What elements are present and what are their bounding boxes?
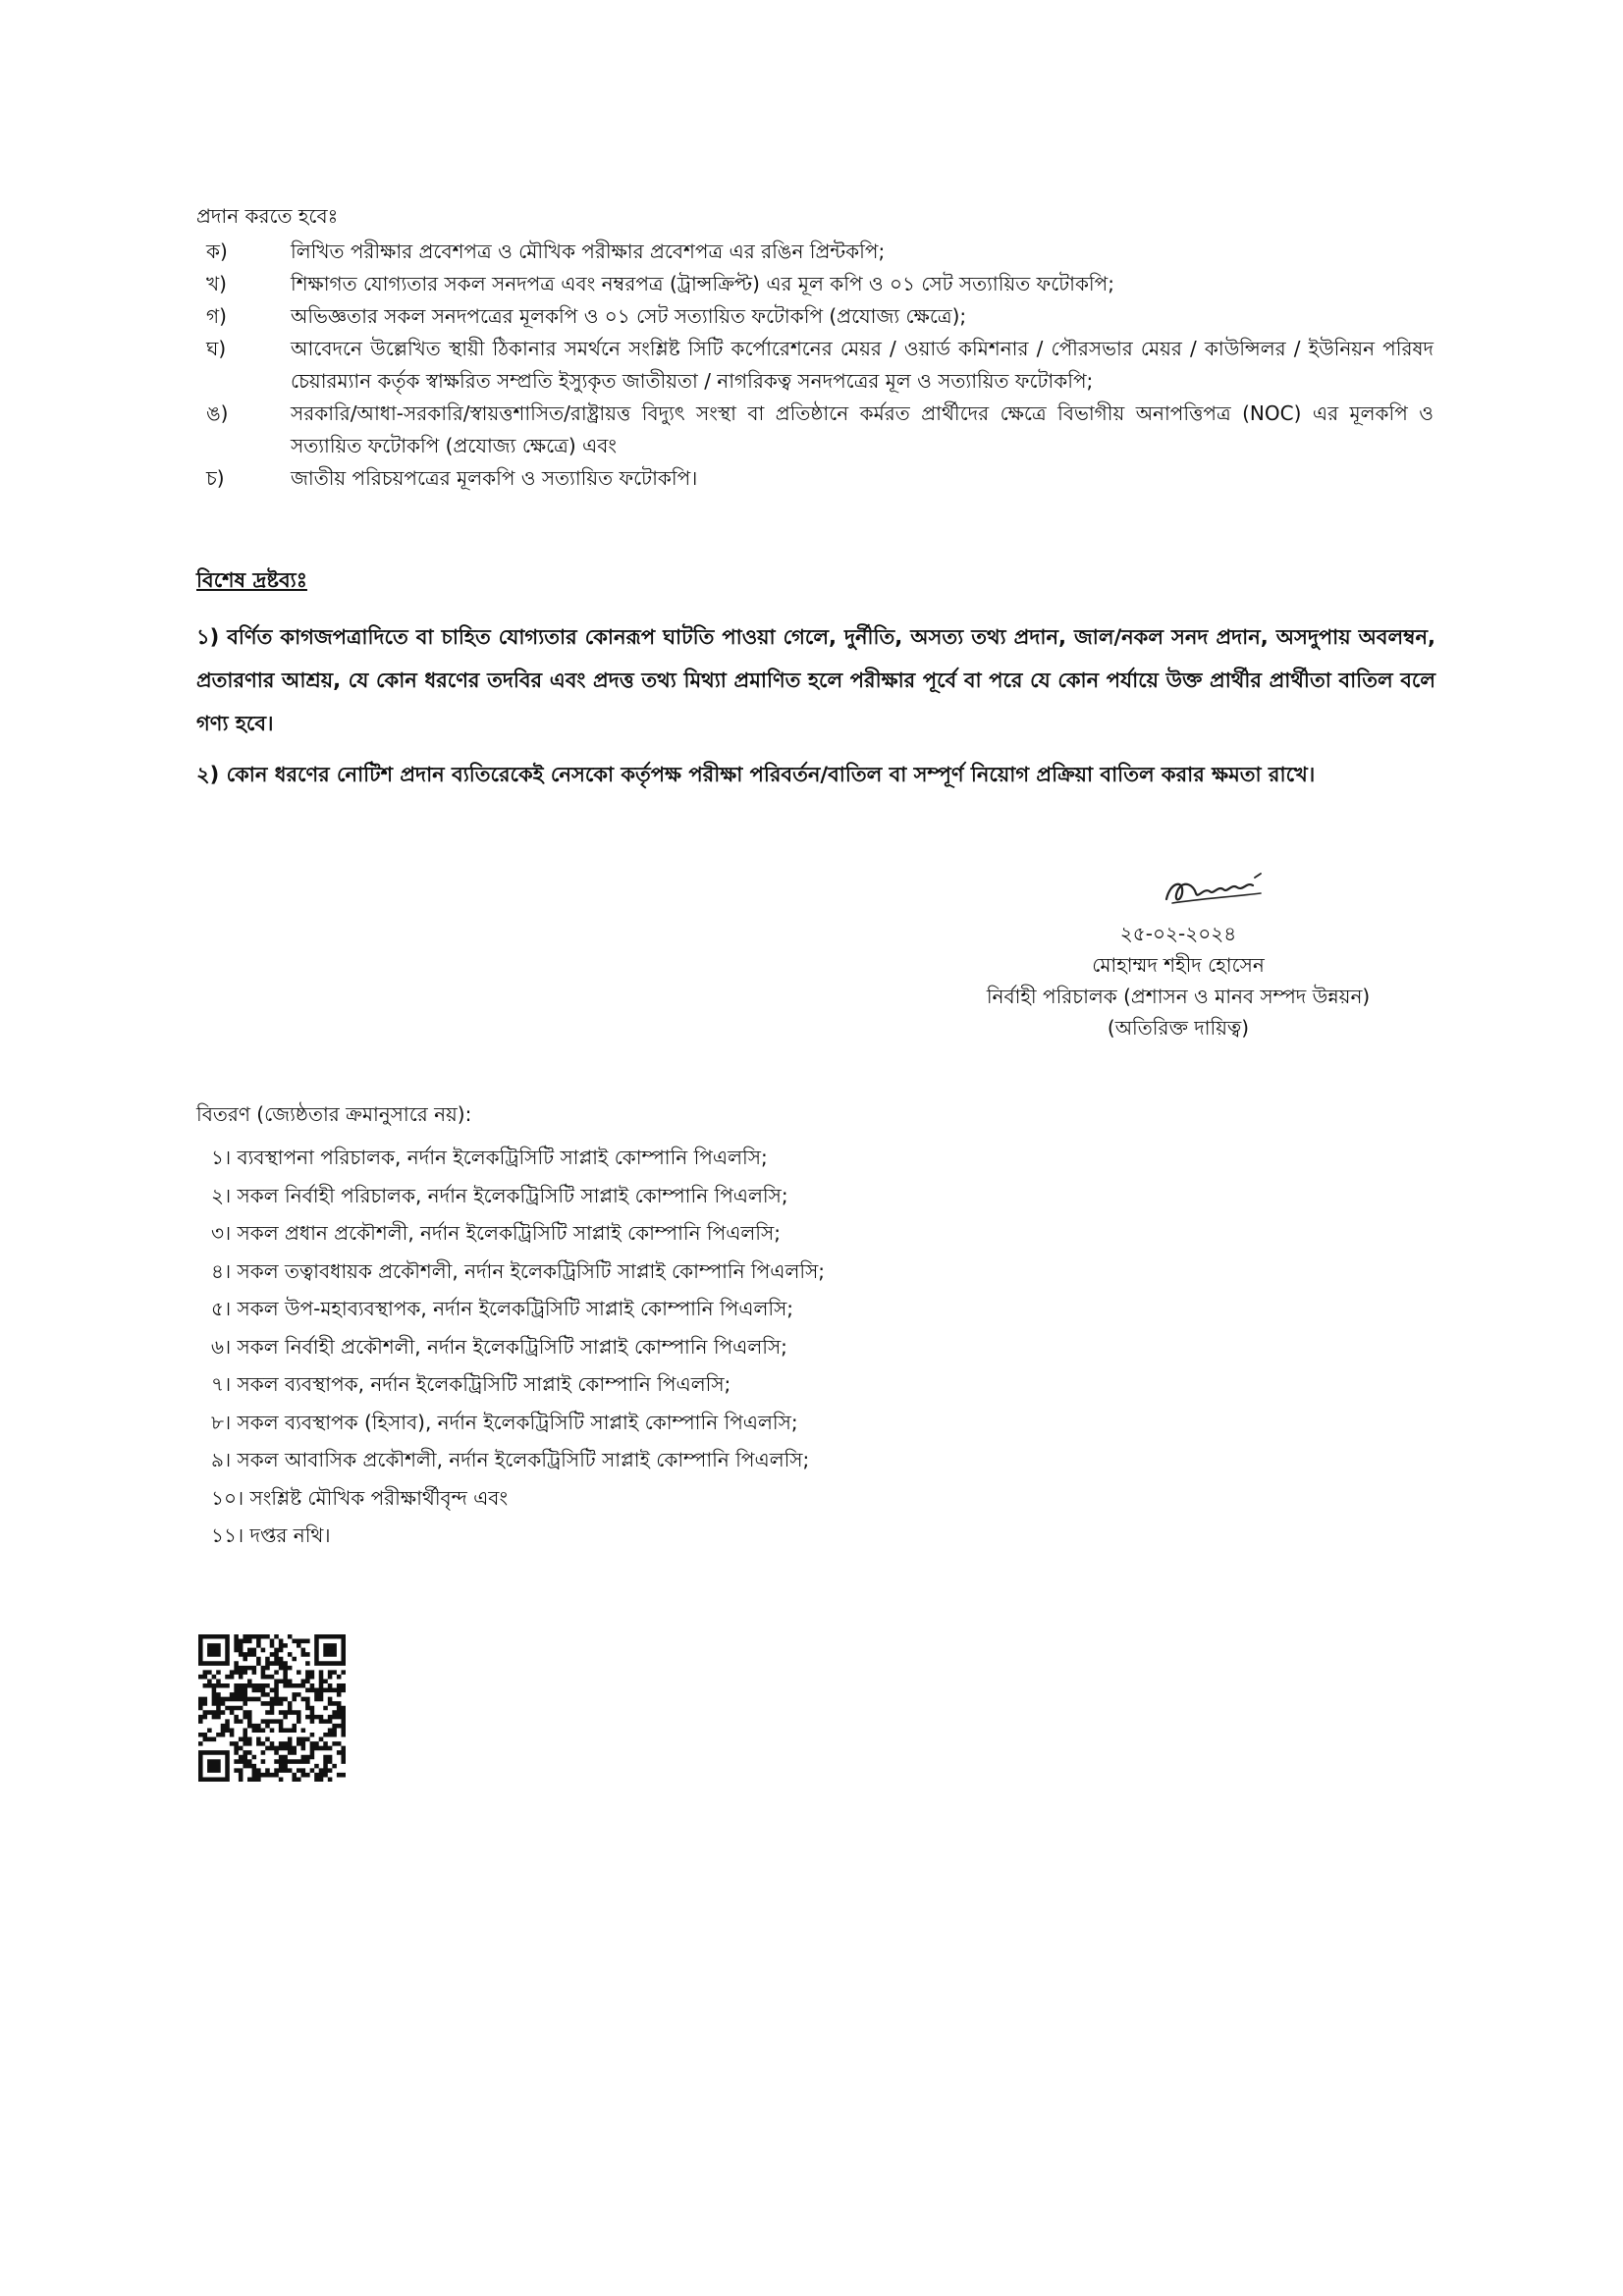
signatory-charge: (অতিরিক্ত দায়িত্ব) — [1107, 1016, 1250, 1040]
list-item: ৭। সকল ব্যবস্থাপক, নর্দান ইলেকট্রিসিটি সাপ্লাই কোম্পানি পিএলসি; — [211, 1372, 731, 1396]
signatory-name: মোহাম্মদ শহীদ হোসেন — [1092, 953, 1265, 977]
list-item-text: সরকারি/আধা-সরকারি/স্বায়ত্তশাসিত/রাষ্ট্রায়ত্ত বিদ্যুৎ সংস্থা বা প্রতিষ্ঠানে কর্মরত প্রার্থীদের ক্ষেত্রে বিভাগীয় অনাপত্তিপত্র (NOC) এর মূলকপি ও সত্যায়িত ফটোকপি (প্রযোজ্য ক্ষেত্রে) এবং — [291, 401, 1434, 457]
list-item-text: শিক্ষাগত যোগ্যতার সকল সনদপত্র এবং নম্বরপত্র (ট্রান্সক্রিপ্ট) এর মূল কপি ও ০১ সেট সত্যায়িত ফটোকপি; — [291, 272, 1114, 295]
signature-image — [1159, 864, 1276, 913]
list-item: ৬। সকল নির্বাহী প্রকৌশলী, নর্দান ইলেকট্রিসিটি সাপ্লাই কোম্পানি পিএলসি; — [211, 1334, 787, 1359]
list-item: ১০। সংশ্লিষ্ট মৌখিক পরীক্ষার্থীবৃন্দ এবং — [211, 1485, 509, 1510]
list-marker: ক) — [206, 240, 228, 263]
qr-code — [198, 1634, 346, 1782]
list-item — [206, 268, 1434, 300]
list-item: ৮। সকল ব্যবস্থাপক (হিসাব), নর্দান ইলেকট্রিসিটি সাপ্লাই কোম্পানি পিএলসি; — [211, 1410, 798, 1434]
distribution-heading: বিতরণ (জ্যেষ্ঠতার ক্রমানুসারে নয়): — [196, 1102, 472, 1126]
list-item: ৩। সকল প্রধান প্রকৌশলী, নর্দান ইলেকট্রিসিটি সাপ্লাই কোম্পানি পিএলসি; — [211, 1221, 781, 1245]
notes-heading: বিশেষ দ্রষ্টব্যঃ — [196, 568, 307, 592]
list-marker: চ) — [206, 466, 225, 490]
requirements-list — [206, 236, 1434, 495]
list-marker: খ) — [206, 272, 227, 295]
signatory-block — [972, 918, 1384, 1043]
list-item — [206, 300, 1434, 333]
special-note-2: ২) কোন ধরণের নোটিশ প্রদান ব্যতিরেকেই নেসকো কর্তৃপক্ষ পরীক্ষা পরিবর্তন/বাতিল বা সম্পূর্ণ নিয়োগ প্রক্রিয়া বাতিল করার ক্ষমতা রাখে। — [196, 763, 1316, 786]
list-item: ২। সকল নির্বাহী পরিচালক, নর্দান ইলেকট্রিসিটি সাপ্লাই কোম্পানি পিএলসি; — [211, 1183, 788, 1207]
list-item: ৪। সকল তত্বাবধায়ক প্রকৌশলী, নর্দান ইলেকট্রিসিটি সাপ্লাই কোম্পানি পিএলসি; — [211, 1258, 826, 1283]
list-item-text: জাতীয় পরিচয়পত্রের মূলকপি ও সত্যায়িত ফটোকপি। — [291, 466, 698, 490]
distribution-list — [211, 1139, 825, 1555]
list-item-text: আবেদনে উল্লেখিত স্থায়ী ঠিকানার সমর্থনে সংশ্লিষ্ট সিটি কর্পোরেশনের মেয়র / ওয়ার্ড কমিশনার / পৌরসভার মেয়র / কাউন্সিলর / ইউনিয়ন পরিষদ চেয়ারম্যান কর্তৃক স্বাক্ষরিত সম্প্রতি ইস্যুকৃত জাতীয়তা / নাগরিকত্ব সনদপত্রের মূল ও সত্যায়িত ফটোকপি; — [291, 337, 1434, 393]
list-item: ১। ব্যবস্থাপনা পরিচালক, নর্দান ইলেকট্রিসিটি সাপ্লাই কোম্পানি পিএলসি; — [211, 1146, 768, 1169]
list-marker: ঘ) — [206, 337, 227, 360]
list-marker: গ) — [206, 304, 227, 328]
signatory-designation: নির্বাহী পরিচালক (প্রশাসন ও মানব সম্পদ উন্নয়ন) — [986, 985, 1371, 1008]
list-item — [206, 333, 1434, 398]
list-item-text: অভিজ্ঞতার সকল সনদপত্রের মূলকপি ও ০১ সেট সত্যায়িত ফটোকপি (প্রযোজ্য ক্ষেত্রে); — [291, 304, 967, 328]
signature-date: ২৫-০২-২০২৪ — [1119, 922, 1237, 945]
list-item: ৫। সকল উপ-মহাব্যবস্থাপক, নর্দান ইলেকট্রিসিটি সাপ্লাই কোম্পানি পিএলসি; — [211, 1297, 794, 1320]
list-item: ৯। সকল আবাসিক প্রকৌশলী, নর্দান ইলেকট্রিসিটি সাপ্লাই কোম্পানি পিএলসি; — [211, 1448, 810, 1471]
list-item — [206, 236, 1434, 268]
intro-text: প্রদান করতে হবেঃ — [196, 204, 339, 228]
list-marker: ঙ) — [206, 401, 229, 425]
list-item — [206, 462, 1434, 495]
special-note-1: ১) বর্ণিত কাগজপত্রাদিতে বা চাহিত যোগ্যতার কোনরূপ ঘাটতি পাওয়া গেলে, দুর্নীতি, অসত্য তথ্য প্রদান, জাল/নকল সনদ প্রদান, অসদুপায় অবলম্বন, প্রতারণার আশ্রয়, যে কোন ধরণের তদবির এবং প্রদত্ত তথ্য মিথ্যা প্রমাণিত হলে পরীক্ষার পূর্বে বা পরে যে কোন পর্যায়ে উক্ত প্রার্থীর প্রার্থীতা বাতিল বলে গণ্য হবে। — [196, 625, 1435, 735]
list-item — [206, 398, 1434, 462]
list-item-text: লিখিত পরীক্ষার প্রবেশপত্র ও মৌখিক পরীক্ষার প্রবেশপত্র এর রঙিন প্রিন্টকপি; — [291, 240, 886, 263]
list-item: ১১। দপ্তর নথি। — [211, 1523, 331, 1547]
